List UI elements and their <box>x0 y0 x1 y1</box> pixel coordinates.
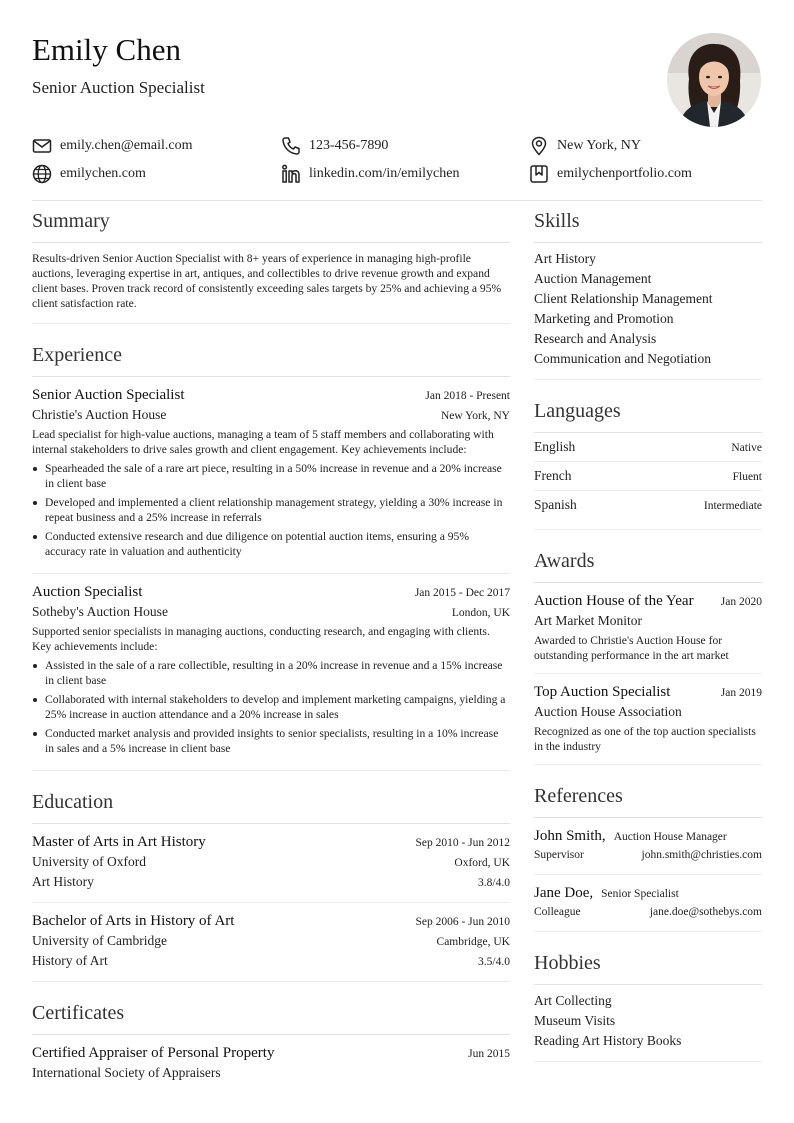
reference-item <box>534 875 762 931</box>
job-dates: Jan 2015 - Dec 2017 <box>414 587 510 599</box>
skill-item: Research and Analysis <box>534 331 657 346</box>
summary-text: Results-driven Senior Auction Specialist with 8+ years of experience in managing high-profile auctions, leveraging expertise in art, antiques, and collectibles to drive revenue growth and expand client bases. Proven track record of consistently exceeding sales targets by 25% and achieving a 95% client satisfaction rate. <box>32 252 502 310</box>
degree-name: Bachelor of Arts in History of Art <box>32 913 235 929</box>
certificates-heading: Certificates <box>32 1002 125 1024</box>
job-location: New York, NY <box>440 410 510 422</box>
reference-item <box>534 818 762 874</box>
main-column <box>32 205 510 1093</box>
certificate-name: Certified Appraiser of Personal Property <box>32 1045 275 1061</box>
job-location: London, UK <box>451 607 510 619</box>
awards-section <box>534 545 762 765</box>
education-section <box>32 786 510 982</box>
bookmark-icon <box>529 164 549 184</box>
hobby-item: Art Collecting <box>534 993 612 1008</box>
gpa: 3.5/4.0 <box>478 956 510 968</box>
section-divider <box>32 981 510 982</box>
contact-portfolio[interactable] <box>529 162 692 186</box>
reference-email[interactable]: john.smith@christies.com <box>641 849 762 861</box>
certificate-date: Jun 2015 <box>468 1048 510 1060</box>
award-item <box>534 674 762 764</box>
globe-icon <box>32 164 52 184</box>
experience-item <box>32 574 510 770</box>
reference-relation: Supervisor <box>534 849 584 861</box>
skill-item: Communication and Negotiation <box>534 351 711 366</box>
skill-item: Marketing and Promotion <box>534 311 674 326</box>
experience-heading: Experience <box>32 344 122 366</box>
language-name: Spanish <box>534 497 577 512</box>
candidate-title: Senior Auction Specialist <box>32 78 205 97</box>
achievement-item: Conducted extensive research and due diligence on potential auction items, ensuring a 95% accuracy rate in valuation and authenticity <box>32 529 510 559</box>
contact-phone[interactable] <box>281 134 388 158</box>
section-divider <box>32 323 510 324</box>
award-issuer: Auction House Association <box>534 704 682 719</box>
experience-section <box>32 339 510 771</box>
skill-item: Client Relationship Management <box>534 291 713 306</box>
language-item <box>534 491 762 519</box>
experience-item <box>32 377 510 573</box>
profile-photo <box>667 33 761 127</box>
award-issuer: Art Market Monitor <box>534 613 642 628</box>
contact-location <box>529 134 641 158</box>
language-item <box>534 462 762 491</box>
languages-section <box>534 395 762 530</box>
hobby-item: Reading Art History Books <box>534 1033 682 1048</box>
section-divider <box>534 529 762 530</box>
section-divider <box>534 1061 762 1062</box>
job-role: Senior Auction Specialist <box>32 387 185 403</box>
mail-icon <box>32 136 52 156</box>
achievement-item: Developed and implemented a client relationship management strategy, yielding a 30% increase in repeat business and a 25% increase in referrals <box>32 495 510 525</box>
skill-item: Art History <box>534 251 596 266</box>
study-field: Art History <box>32 874 94 889</box>
contact-location-text: New York, NY <box>557 138 642 153</box>
award-title: Top Auction Specialist <box>534 684 671 700</box>
reference-email[interactable]: jane.doe@sothebys.com <box>649 906 762 918</box>
hobbies-list <box>534 985 762 1061</box>
reference-position: Auction House Manager <box>613 831 727 843</box>
language-level: Intermediate <box>703 500 762 512</box>
certificate-issuer: International Society of Appraisers <box>32 1065 221 1080</box>
contact-linkedin-text: linkedin.com/in/emilychen <box>309 166 460 181</box>
language-level: Native <box>731 442 762 454</box>
language-item <box>534 433 762 462</box>
sidebar-column <box>534 205 762 1062</box>
section-divider <box>534 931 762 932</box>
job-dates: Jan 2018 - Present <box>425 390 510 402</box>
reference-name: Jane Doe, <box>534 885 594 901</box>
school-location: Oxford, UK <box>454 857 510 869</box>
header-divider <box>32 200 762 201</box>
skills-list <box>534 243 762 379</box>
job-description: Lead specialist for high-value auctions, managing a team of 5 staff members and collaborating with internal stakeholders to drive sales growth and client engagement. Key achievements include: <box>32 428 494 456</box>
job-role: Auction Specialist <box>32 584 143 600</box>
award-date: Jan 2020 <box>720 596 762 608</box>
contact-email-text: emily.chen@email.com <box>60 138 193 153</box>
reference-name: John Smith, <box>534 828 606 844</box>
education-dates: Sep 2010 - Jun 2012 <box>415 837 510 849</box>
hobbies-heading: Hobbies <box>534 952 601 974</box>
skill-item: Auction Management <box>534 271 652 286</box>
certificates-section <box>32 997 510 1093</box>
education-heading: Education <box>32 791 114 813</box>
achievement-item: Conducted market analysis and provided insights to senior specialists, resulting in a 10% increase in sales and a 5% increase in client base <box>32 726 510 756</box>
school-name: University of Cambridge <box>32 933 167 948</box>
section-divider <box>32 770 510 771</box>
education-item <box>32 903 510 981</box>
contact-website[interactable] <box>32 162 146 186</box>
summary-heading: Summary <box>32 210 110 232</box>
achievement-item: Assisted in the sale of a rare collectible, resulting in a 20% increase in revenue and a 15% increase in client base <box>32 658 510 688</box>
references-heading: References <box>534 785 623 807</box>
reference-position: Senior Specialist <box>601 888 679 900</box>
references-section <box>534 780 762 932</box>
map-pin-icon <box>529 136 549 156</box>
job-achievements <box>32 461 510 559</box>
languages-list <box>534 433 762 529</box>
gpa: 3.8/4.0 <box>478 877 510 889</box>
job-company: Christie's Auction House <box>32 407 167 422</box>
education-dates: Sep 2006 - Jun 2010 <box>415 916 510 928</box>
skills-section <box>534 205 762 380</box>
contact-email[interactable] <box>32 134 193 158</box>
skills-heading: Skills <box>534 210 580 232</box>
awards-heading: Awards <box>534 550 595 572</box>
job-description: Supported senior specialists in managing auctions, conducting research, and engaging with clients. Key achievements include: <box>32 625 490 653</box>
contact-linkedin[interactable] <box>281 162 459 186</box>
job-achievements <box>32 658 510 756</box>
reference-relation: Colleague <box>534 906 581 918</box>
summary-section <box>32 205 510 324</box>
achievement-item: Spearheaded the sale of a rare art piece, resulting in a 50% increase in revenue and a 20% increase in client base <box>32 461 510 491</box>
languages-heading: Languages <box>534 400 621 422</box>
award-description: Awarded to Christie's Auction House for outstanding performance in the art market <box>534 634 729 662</box>
hobbies-section <box>534 947 762 1062</box>
contact-portfolio-text: emilychenportfolio.com <box>557 166 692 181</box>
linkedin-icon <box>281 164 301 184</box>
language-name: English <box>534 439 576 454</box>
section-divider <box>534 764 762 765</box>
award-date: Jan 2019 <box>720 687 762 699</box>
study-field: History of Art <box>32 953 108 968</box>
education-item <box>32 824 510 902</box>
award-item <box>534 583 762 673</box>
job-company: Sotheby's Auction House <box>32 604 168 619</box>
achievement-item: Collaborated with internal stakeholders to develop and implement marketing campaigns, yielding a 25% increase in auction attendance and a 20% increase in sales <box>32 692 510 722</box>
contact-phone-text: 123-456-7890 <box>309 138 389 153</box>
award-title: Auction House of the Year <box>534 593 694 609</box>
phone-icon <box>281 136 301 156</box>
school-name: University of Oxford <box>32 854 146 869</box>
section-rule <box>32 242 510 243</box>
award-description: Recognized as one of the top auction specialists in the industry <box>534 725 756 753</box>
school-location: Cambridge, UK <box>436 936 510 948</box>
language-name: French <box>534 468 572 483</box>
section-divider <box>534 379 762 380</box>
contact-website-text: emilychen.com <box>60 166 146 181</box>
certificate-item <box>32 1035 510 1093</box>
hobby-item: Museum Visits <box>534 1013 616 1028</box>
language-level: Fluent <box>732 471 762 483</box>
candidate-name: Emily Chen <box>32 32 181 67</box>
degree-name: Master of Arts in Art History <box>32 834 206 850</box>
